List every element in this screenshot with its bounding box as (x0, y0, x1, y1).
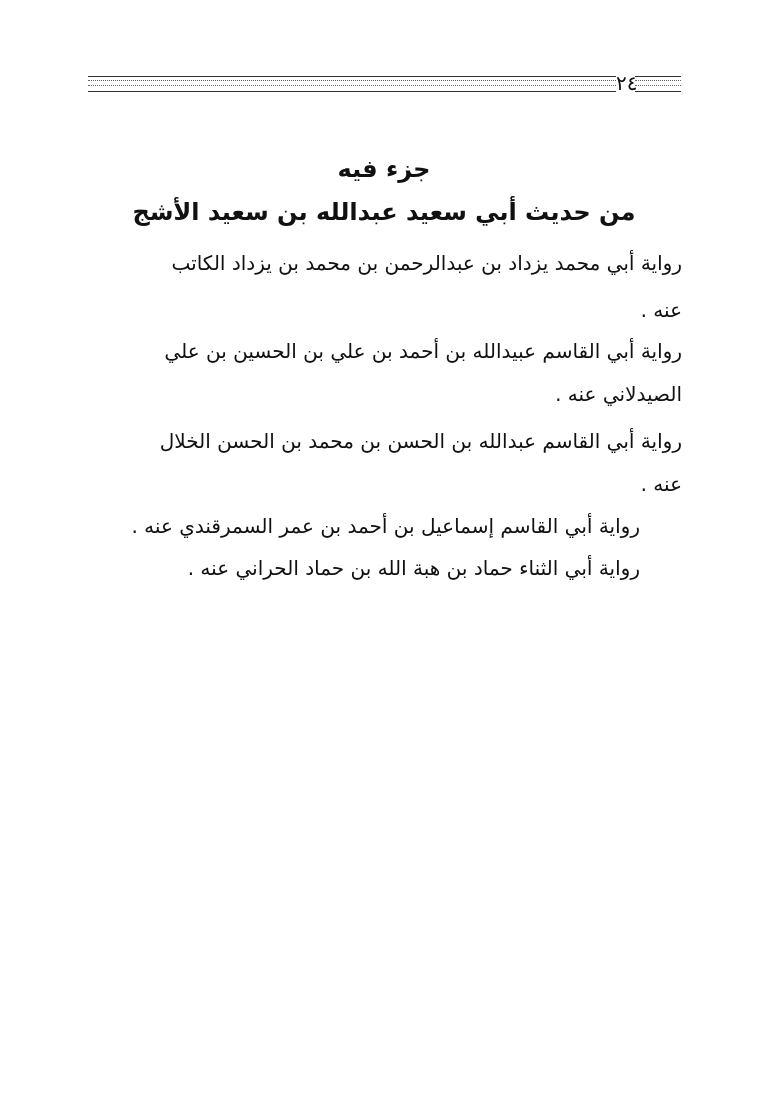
narration-line-6: عنه . (640, 472, 682, 496)
narration-line-3: رواية أبي القاسم عبيدالله بن أحمد بن علي بن الحسين بن علي (164, 339, 682, 363)
page-number: ٢٤ (616, 71, 638, 95)
header-rule-left (88, 76, 616, 92)
title-line-1: جزء فيه (337, 155, 431, 183)
header-rule-right (635, 76, 681, 92)
narration-line-8: رواية أبي الثناء حماد بن هبة الله بن حماد الحراني عنه . (187, 556, 640, 580)
narration-line-7: رواية أبي القاسم إسماعيل بن أحمد بن عمر السمرقندي عنه . (131, 514, 640, 538)
narration-line-1: رواية أبي محمد يزداد بن عبدالرحمن بن محمد بن يزداد الكاتب (171, 251, 682, 275)
narration-line-4: الصيدلاني عنه . (555, 382, 682, 406)
title-line-2: من حديث أبي سعيد عبدالله بن سعيد الأشج (132, 198, 636, 226)
narration-line-2: عنه . (640, 298, 682, 322)
narration-line-5: رواية أبي القاسم عبدالله بن الحسن بن محمد بن الحسن الخلال (159, 429, 682, 453)
